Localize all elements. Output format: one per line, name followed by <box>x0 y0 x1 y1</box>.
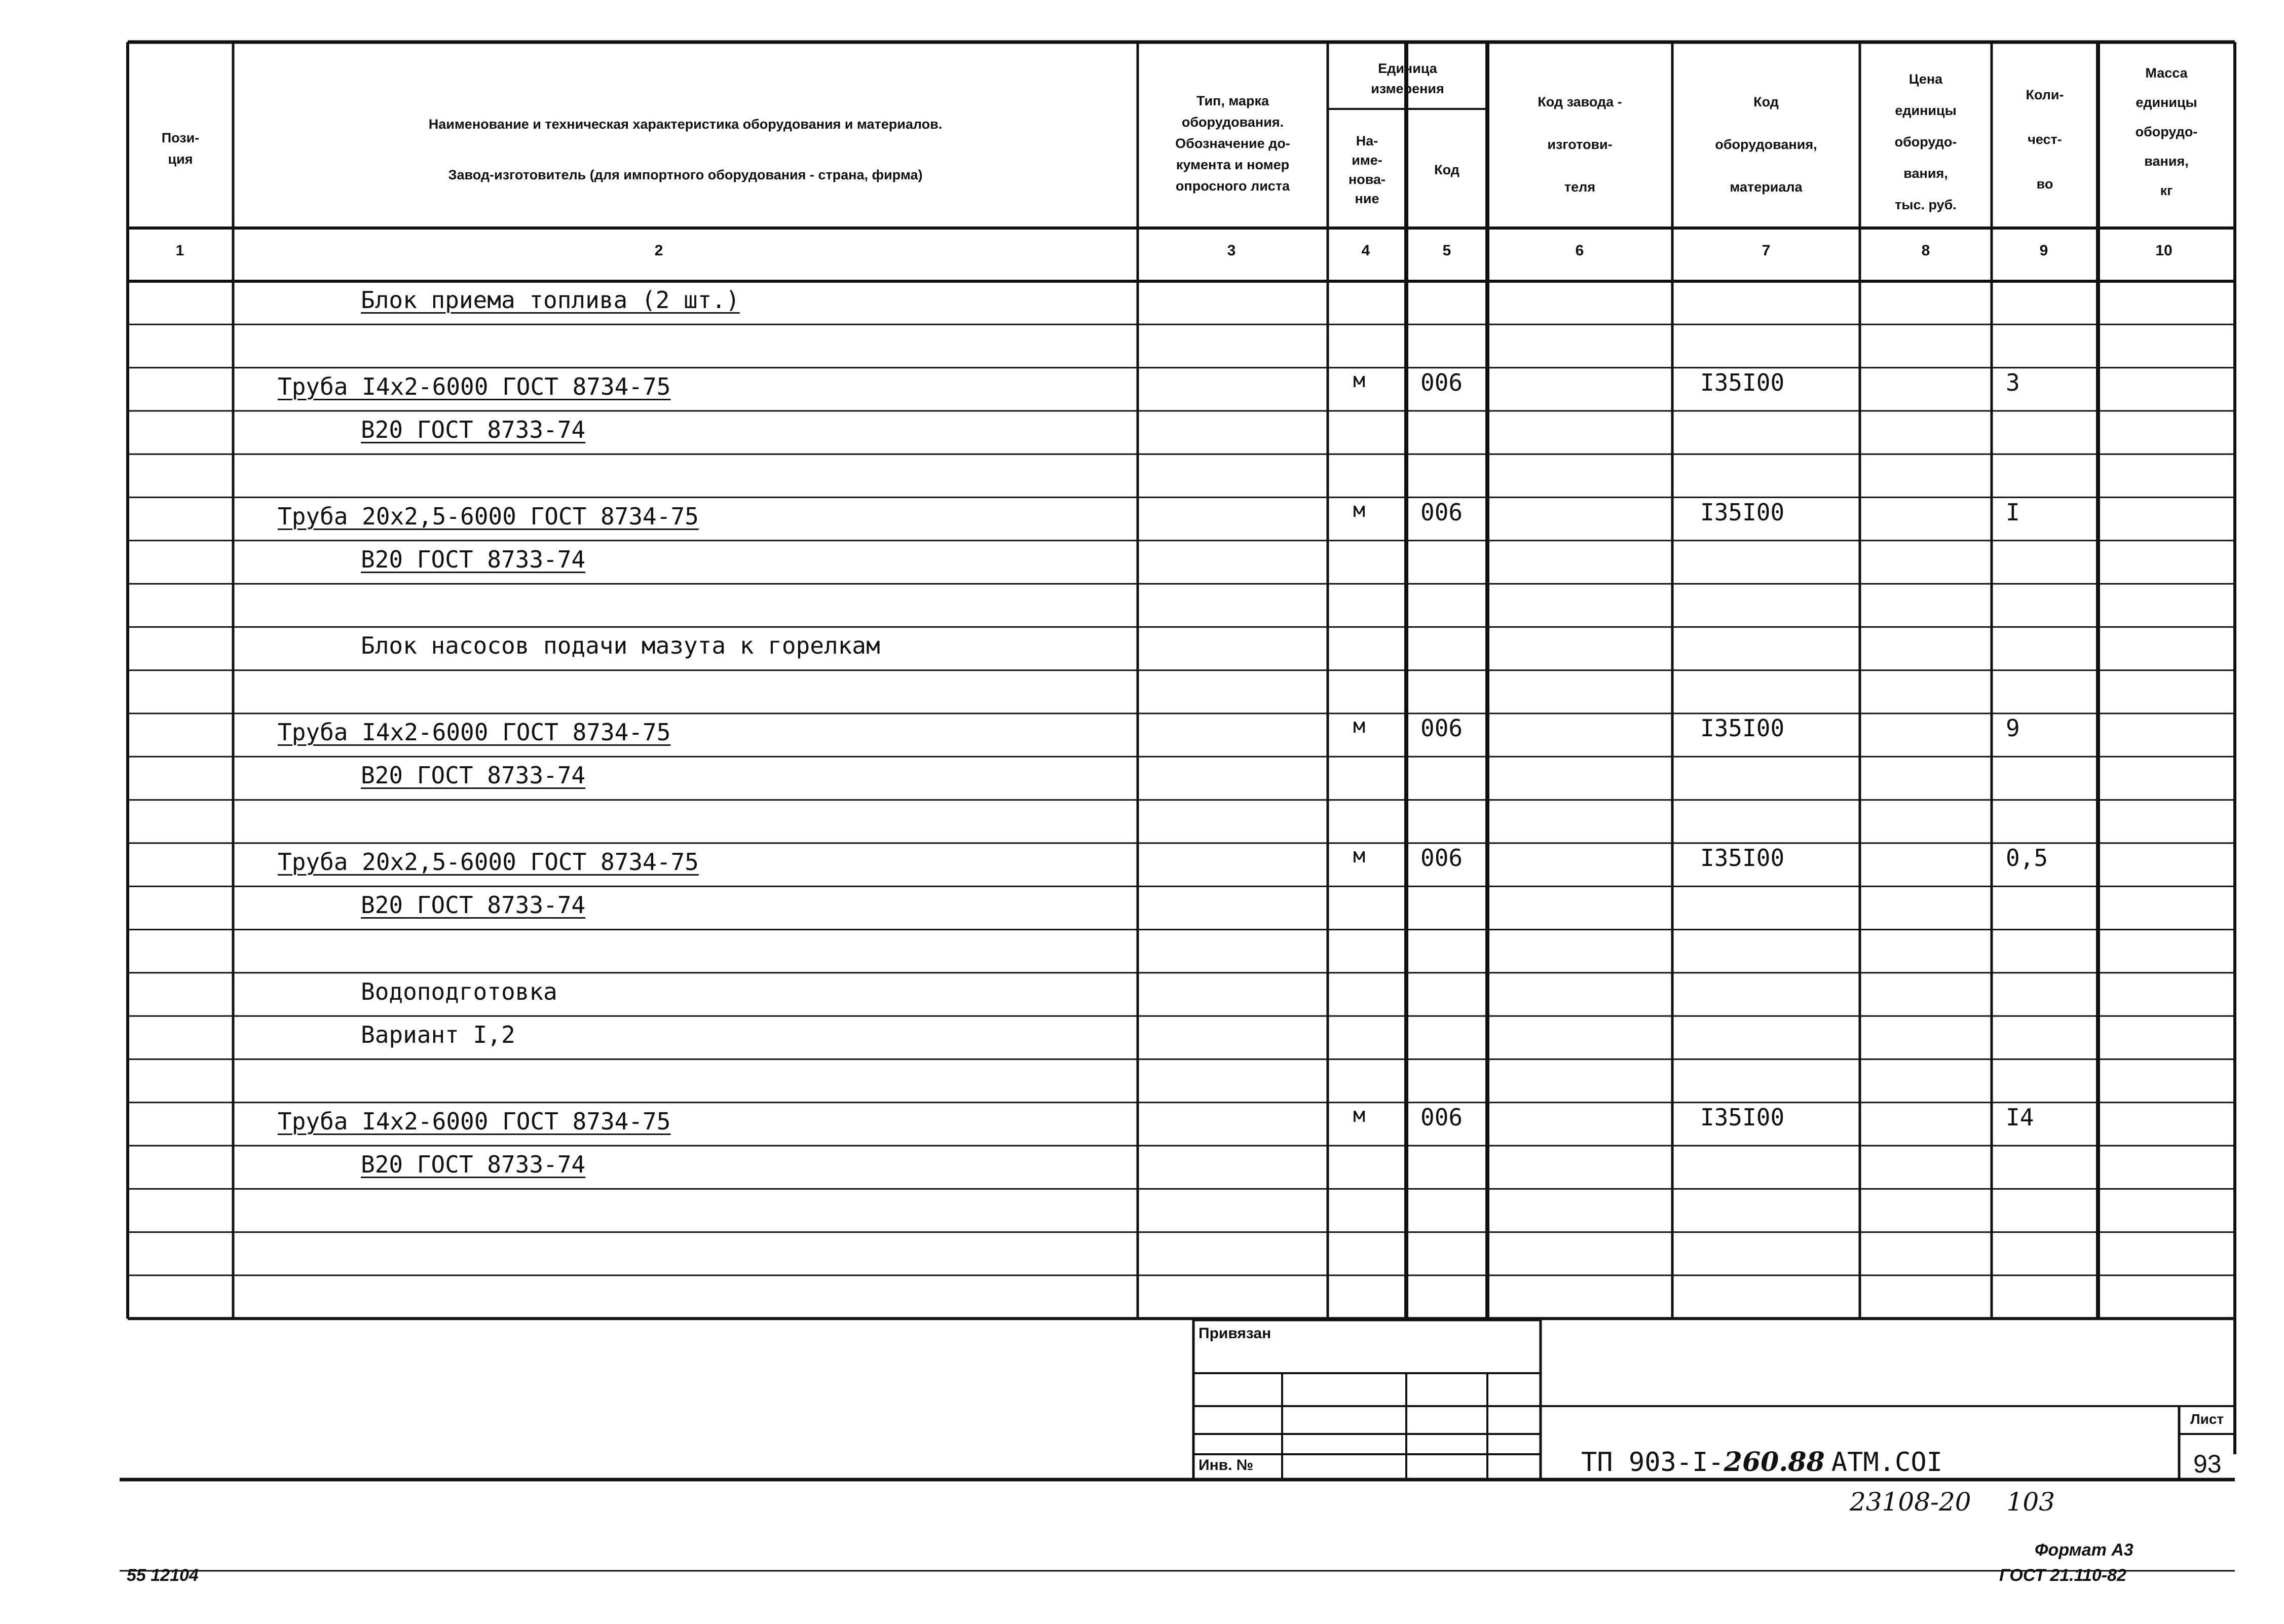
material-code: I35I00 <box>1700 368 1785 396</box>
column-number: 5 <box>1442 242 1451 259</box>
item-name: Труба 20x2,5-6000 ГОСТ 8734-75 <box>278 502 699 530</box>
sheet-label: Лист <box>2190 1411 2224 1427</box>
unit-name: м <box>1353 368 1366 392</box>
item-name: Труба I4x2-6000 ГОСТ 8734-75 <box>278 719 671 746</box>
column-number: 10 <box>2155 242 2173 259</box>
material-code: I35I00 <box>1700 844 1785 872</box>
item-name: В20 ГОСТ 8733-74 <box>361 545 586 573</box>
quantity: 0,5 <box>2006 844 2048 872</box>
column-number: 2 <box>654 242 663 259</box>
unit-code: 006 <box>1420 714 1463 742</box>
header-unit-name: На- име- нова- ние <box>1348 133 1386 206</box>
unit-code: 006 <box>1420 844 1463 872</box>
unit-code: 006 <box>1420 1103 1463 1131</box>
column-number: 1 <box>175 242 184 259</box>
unit-name: м <box>1353 498 1366 522</box>
header-unit-group: Единица измерения <box>1371 61 1444 96</box>
gost-standard: ГОСТ 21.110-82 <box>1999 1566 2126 1585</box>
unit-name: м <box>1353 714 1366 738</box>
column-number: 8 <box>1921 242 1930 259</box>
column-number: 9 <box>2039 242 2048 259</box>
material-code: I35I00 <box>1700 714 1785 742</box>
header-price: Цена единицы оборудо- вания, тыс. руб. <box>1894 71 1957 212</box>
item-name: Вариант I,2 <box>361 1021 515 1049</box>
sheet-number: 93 <box>2193 1450 2222 1478</box>
item-name: Труба I4x2-6000 ГОСТ 8734-75 <box>278 1107 671 1135</box>
quantity: I4 <box>2006 1103 2034 1131</box>
header-mass: Масса единицы оборудо- вания, кг <box>2135 65 2198 198</box>
item-name: В20 ГОСТ 8733-74 <box>361 416 586 443</box>
material-code: I35I00 <box>1700 1103 1785 1131</box>
paper-format: Формат А3 <box>2035 1540 2133 1560</box>
header-position: Пози- ция <box>161 130 200 167</box>
unit-name: м <box>1353 844 1366 867</box>
item-name: В20 ГОСТ 8733-74 <box>361 762 586 789</box>
unit-code: 006 <box>1420 368 1463 396</box>
column-number: 4 <box>1361 242 1370 259</box>
column-number: 3 <box>1227 242 1236 259</box>
quantity: 3 <box>2006 368 2020 396</box>
header-quantity: Коли- чест- во <box>2026 87 2064 192</box>
item-name: Блок насосов подачи мазута к горелкам <box>361 632 880 660</box>
document-code: ТП 903-I-260.88 АТМ.СОI <box>1581 1447 1942 1478</box>
item-name: Блок приема топлива (2 шт.) <box>361 286 740 314</box>
column-number: 7 <box>1762 242 1771 259</box>
header-name: Наименование и техническая характеристика оборудования и материалов. Завод-изготовитель (для импортного оборудования - страна, фирма) <box>428 117 943 182</box>
item-name: Труба I4x2-6000 ГОСТ 8734-75 <box>278 372 671 400</box>
header-type: Тип, марка оборудования. Обозначение до- кумента и номер опросного листа <box>1175 93 1290 194</box>
inventory-label: Инв. № <box>1199 1457 1254 1474</box>
header-plant-code: Код завода - изготови- теля <box>1538 94 1622 195</box>
material-code: I35I00 <box>1700 498 1785 526</box>
column-number: 6 <box>1575 242 1584 259</box>
unit-code: 006 <box>1420 498 1463 526</box>
archive-number: 23108-20 103 <box>1850 1487 2055 1517</box>
item-name: Водоподготовка <box>361 977 557 1005</box>
unit-name: м <box>1353 1103 1366 1127</box>
quantity: 9 <box>2006 714 2020 742</box>
header-material-code: Код оборудования, материала <box>1715 94 1817 195</box>
footer-left-code: 55 12104 <box>127 1566 199 1585</box>
item-name: Труба 20x2,5-6000 ГОСТ 8734-75 <box>278 848 699 876</box>
item-name: В20 ГОСТ 8733-74 <box>361 891 586 919</box>
attached-label: Привязан <box>1199 1325 1271 1342</box>
item-name: В20 ГОСТ 8733-74 <box>361 1151 586 1178</box>
quantity: I <box>2006 498 2020 526</box>
header-unit-code: Код <box>1434 162 1459 177</box>
